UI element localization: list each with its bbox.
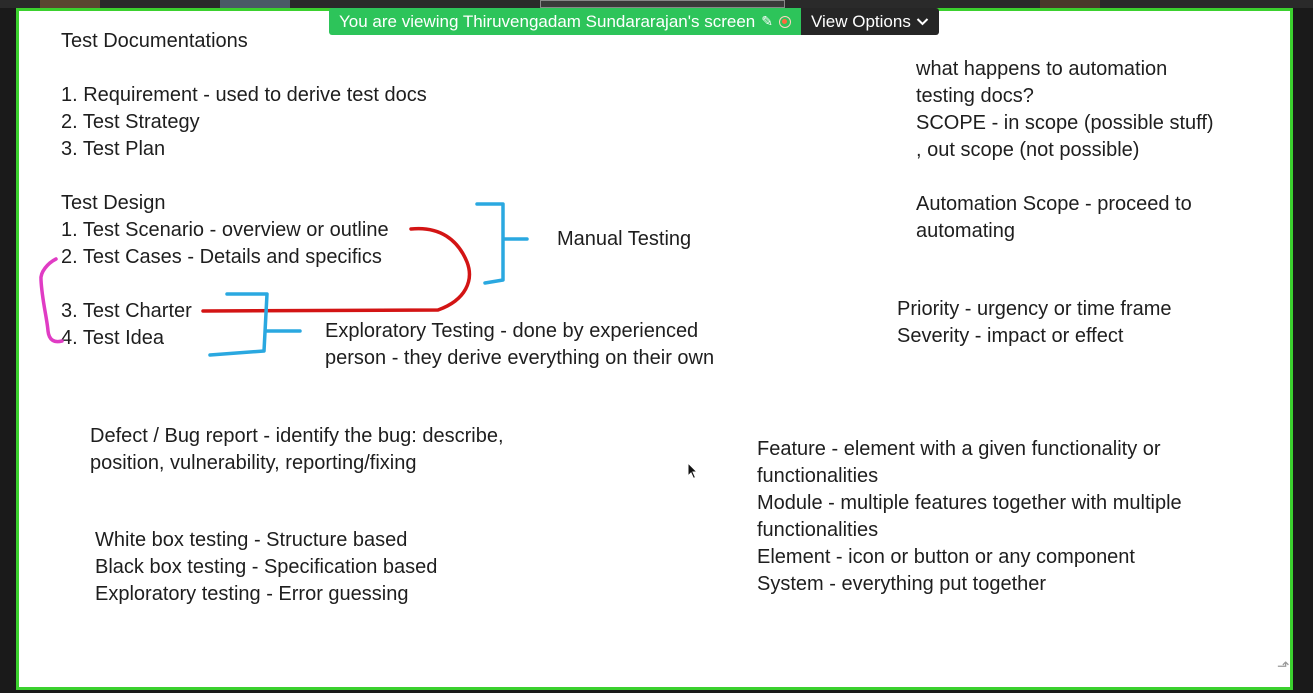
automation-line: SCOPE - in scope (possible stuff) xyxy=(916,112,1214,134)
exploratory-line: Exploratory Testing - done by experienced xyxy=(325,320,699,342)
feature-line: System - everything put together xyxy=(757,573,1047,595)
automation-scope-line: Automation Scope - proceed to xyxy=(916,193,1192,215)
chevron-down-icon xyxy=(916,17,929,26)
automation-line: , out scope (not possible) xyxy=(916,139,1140,161)
severity-line: Severity - impact or effect xyxy=(897,325,1124,347)
view-options-label: View Options xyxy=(810,11,911,31)
box-testing-line: Black box testing - Specification based xyxy=(95,556,438,578)
top-video-strip xyxy=(0,0,1313,8)
box-testing-line: Exploratory testing - Error guessing xyxy=(95,583,409,605)
viewing-indicator xyxy=(329,8,801,35)
test-design-item: 2. Test Cases - Details and specifics xyxy=(61,246,382,268)
mouse-cursor-icon xyxy=(687,462,699,480)
feature-line: Feature - element with a given functionality or xyxy=(757,438,1161,460)
test-docs-heading: Test Documentations xyxy=(61,30,248,52)
test-docs-item: 1. Requirement - used to derive test docs xyxy=(61,84,427,106)
priority-line: Priority - urgency or time frame xyxy=(897,298,1172,320)
test-design-item: 3. Test Charter xyxy=(61,300,192,322)
automation-scope-line: automating xyxy=(916,220,1015,242)
thumb-bit xyxy=(1040,0,1100,8)
defect-line: position, vulnerability, reporting/fixing xyxy=(90,452,417,474)
test-docs-item: 2. Test Strategy xyxy=(61,111,200,133)
test-docs-item: 3. Test Plan xyxy=(61,138,166,160)
automation-line: testing docs? xyxy=(916,85,1034,107)
exploratory-line: person - they derive everything on their own xyxy=(325,347,715,369)
stop-share-icon[interactable] xyxy=(779,16,791,28)
thumb-bit xyxy=(540,0,785,8)
manual-testing-label: Manual Testing xyxy=(557,228,692,250)
feature-line: Element - icon or button or any component xyxy=(757,546,1135,568)
feature-line: functionalities xyxy=(757,519,879,541)
automation-line: what happens to automation xyxy=(916,58,1168,80)
share-banner xyxy=(329,8,939,35)
pencil-icon[interactable]: ✎ xyxy=(761,13,773,29)
defect-line: Defect / Bug report - identify the bug: describe, xyxy=(90,425,504,447)
viewing-text: You are viewing Thiruvengadam Sundararajan's screen xyxy=(339,11,756,31)
test-design-item: 4. Test Idea xyxy=(61,327,165,349)
expand-corner-icon[interactable]: ⬏ xyxy=(1277,658,1290,675)
thumb-bit xyxy=(220,0,290,8)
feature-line: Module - multiple features together with multiple xyxy=(757,492,1182,514)
view-options-button[interactable] xyxy=(801,8,939,35)
box-testing-line: White box testing - Structure based xyxy=(95,529,408,551)
thumb-bit xyxy=(40,0,100,8)
test-design-item: 1. Test Scenario - overview or outline xyxy=(61,219,389,241)
feature-line: functionalities xyxy=(757,465,879,487)
test-design-heading: Test Design xyxy=(61,192,166,214)
